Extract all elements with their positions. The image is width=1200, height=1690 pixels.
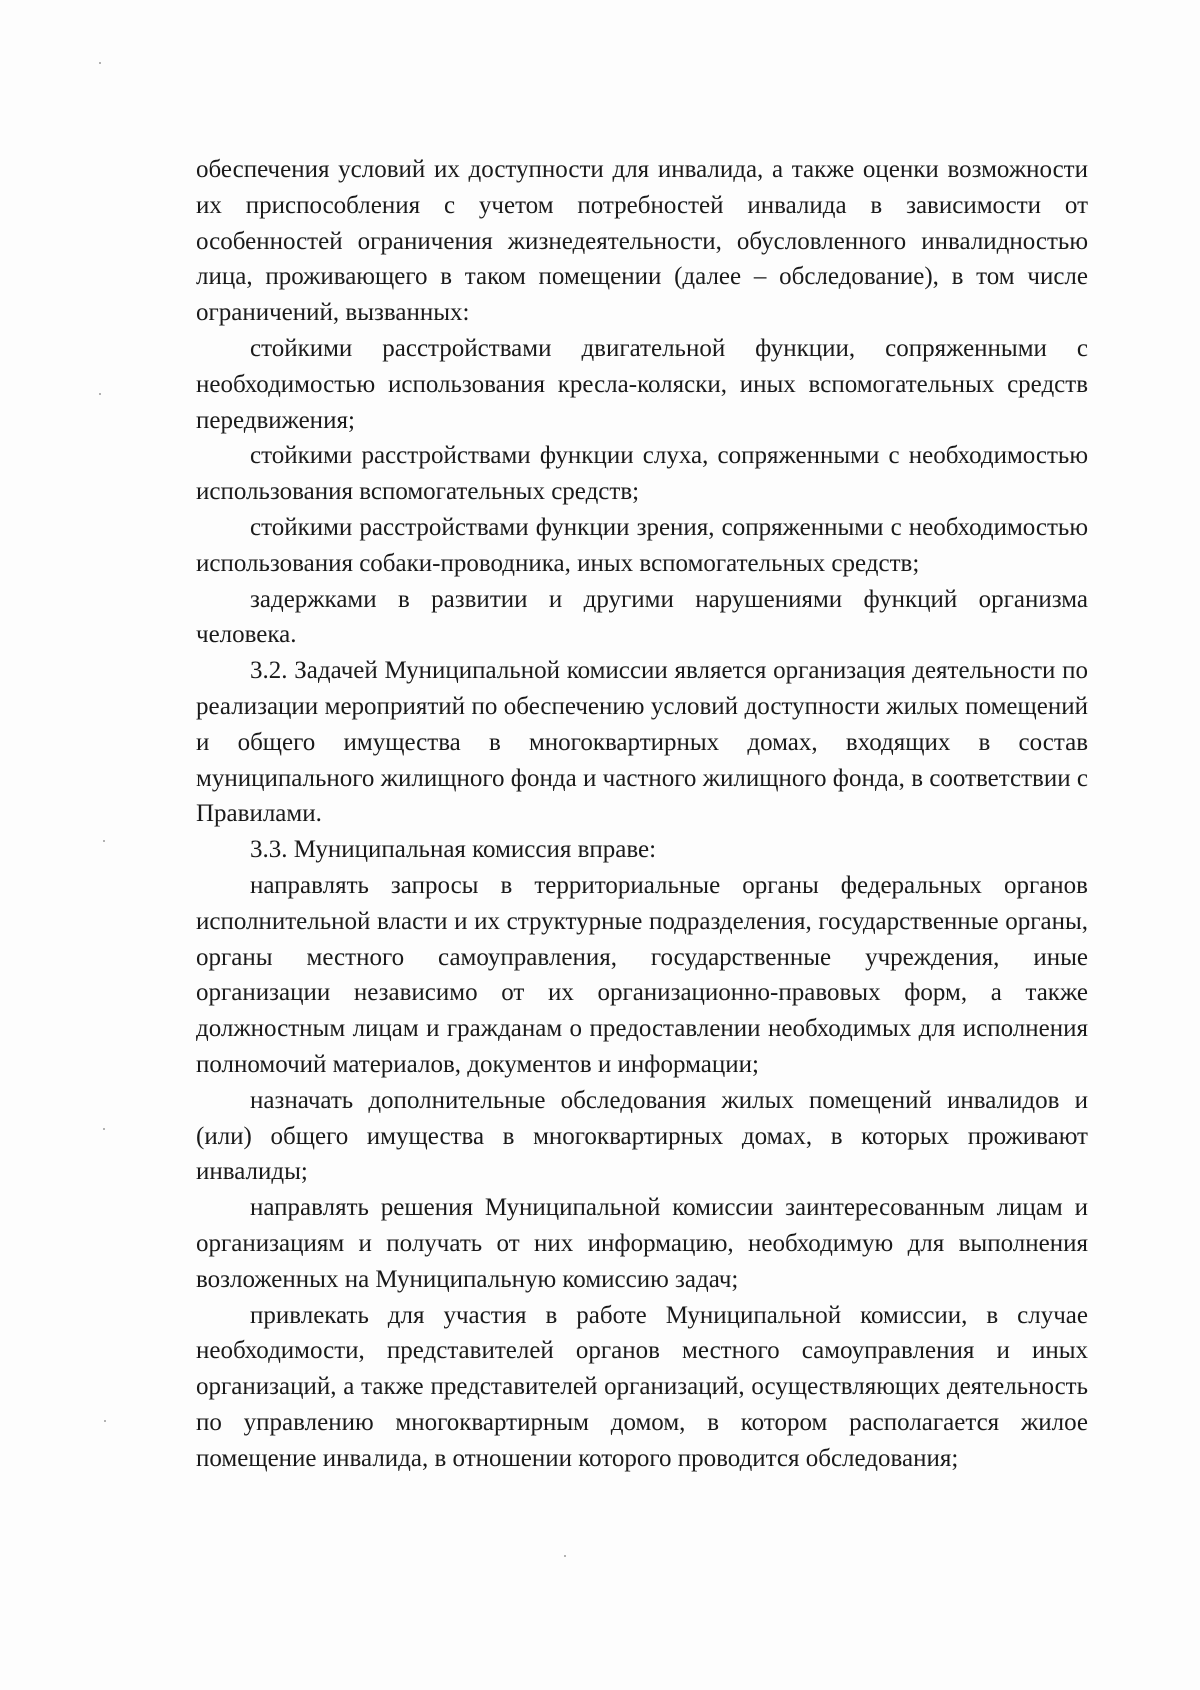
paragraph-motor-function: стойкими расстройствами двигательной функции, сопряженными с необходимостью использования кресла-коляски, иных вспомогательных средств передвижения; [196, 334, 1088, 434]
paragraph-section-3-2: 3.2. Задачей Муниципальной комиссии является организация деятельности по реализации мероприятий по обеспечению условий доступности жилых помещений и общего имущества в многоквартирных домах, входящих в состав муниципального жилищного фонда и частного жилищного фонда, в соответствии с Правилами. [196, 657, 1088, 828]
scan-speck [103, 1128, 105, 1130]
paragraph-continuation: обеспечения условий их доступности для инвалида, а также оценки возможности их приспособления с учетом потребностей инвалида в зависимости от особенностей ограничения жизнедеятельности, обусловленного инвалидностью лица, проживающего в таком помещении (далее – обследование), в том числе ограничений, вызванных: [196, 156, 1088, 327]
paragraph-developmental-delays: задержками в развитии и другими нарушениями функций организма человека. [196, 585, 1088, 649]
document-body [196, 152, 1088, 1476]
paragraph-hearing-function: стойкими расстройствами функции слуха, сопряженными с необходимостью использования вспомогательных средств; [196, 442, 1088, 506]
paragraph-assign-inspections: назначать дополнительные обследования жилых помещений инвалидов и (или) общего имущества в многоквартирных домах, в которых проживают инвалиды; [196, 1086, 1088, 1186]
paragraph-involve-representatives: привлекать для участия в работе Муниципальной комиссии, в случае необходимости, представителей органов местного самоуправления и иных организаций, а также представителей организаций, осуществляющих деятельность по управлению многоквартирным домом, в котором располагается жилое помещение инвалида, в отношении которого проводится обследования; [196, 1301, 1088, 1472]
scan-speck [99, 62, 101, 64]
paragraph-send-requests: направлять запросы в территориальные органы федеральных органов исполнительной власти и их структурные подразделения, государственные органы, органы местного самоуправления, государственные учреждения, иные организации независимо от их организационно-правовых форм, а также должностным лицам и гражданам о предоставлении необходимых для исполнения полномочий материалов, документов и информации; [196, 871, 1088, 1078]
scan-speck [104, 1420, 106, 1422]
paragraph-section-3-3: 3.3. Муниципальная комиссия вправе: [250, 836, 657, 864]
scan-speck [99, 393, 101, 395]
paragraph-vision-function: стойкими расстройствами функции зрения, сопряженными с необходимостью использования собаки-проводника, иных вспомогательных средств; [196, 513, 1088, 577]
scan-speck [564, 1555, 566, 1557]
scan-speck [103, 840, 105, 842]
paragraph-send-decisions: направлять решения Муниципальной комиссии заинтересованным лицам и организациям и получать от них информацию, необходимую для выполнения возложенных на Муниципальную комиссию задач; [196, 1194, 1088, 1293]
